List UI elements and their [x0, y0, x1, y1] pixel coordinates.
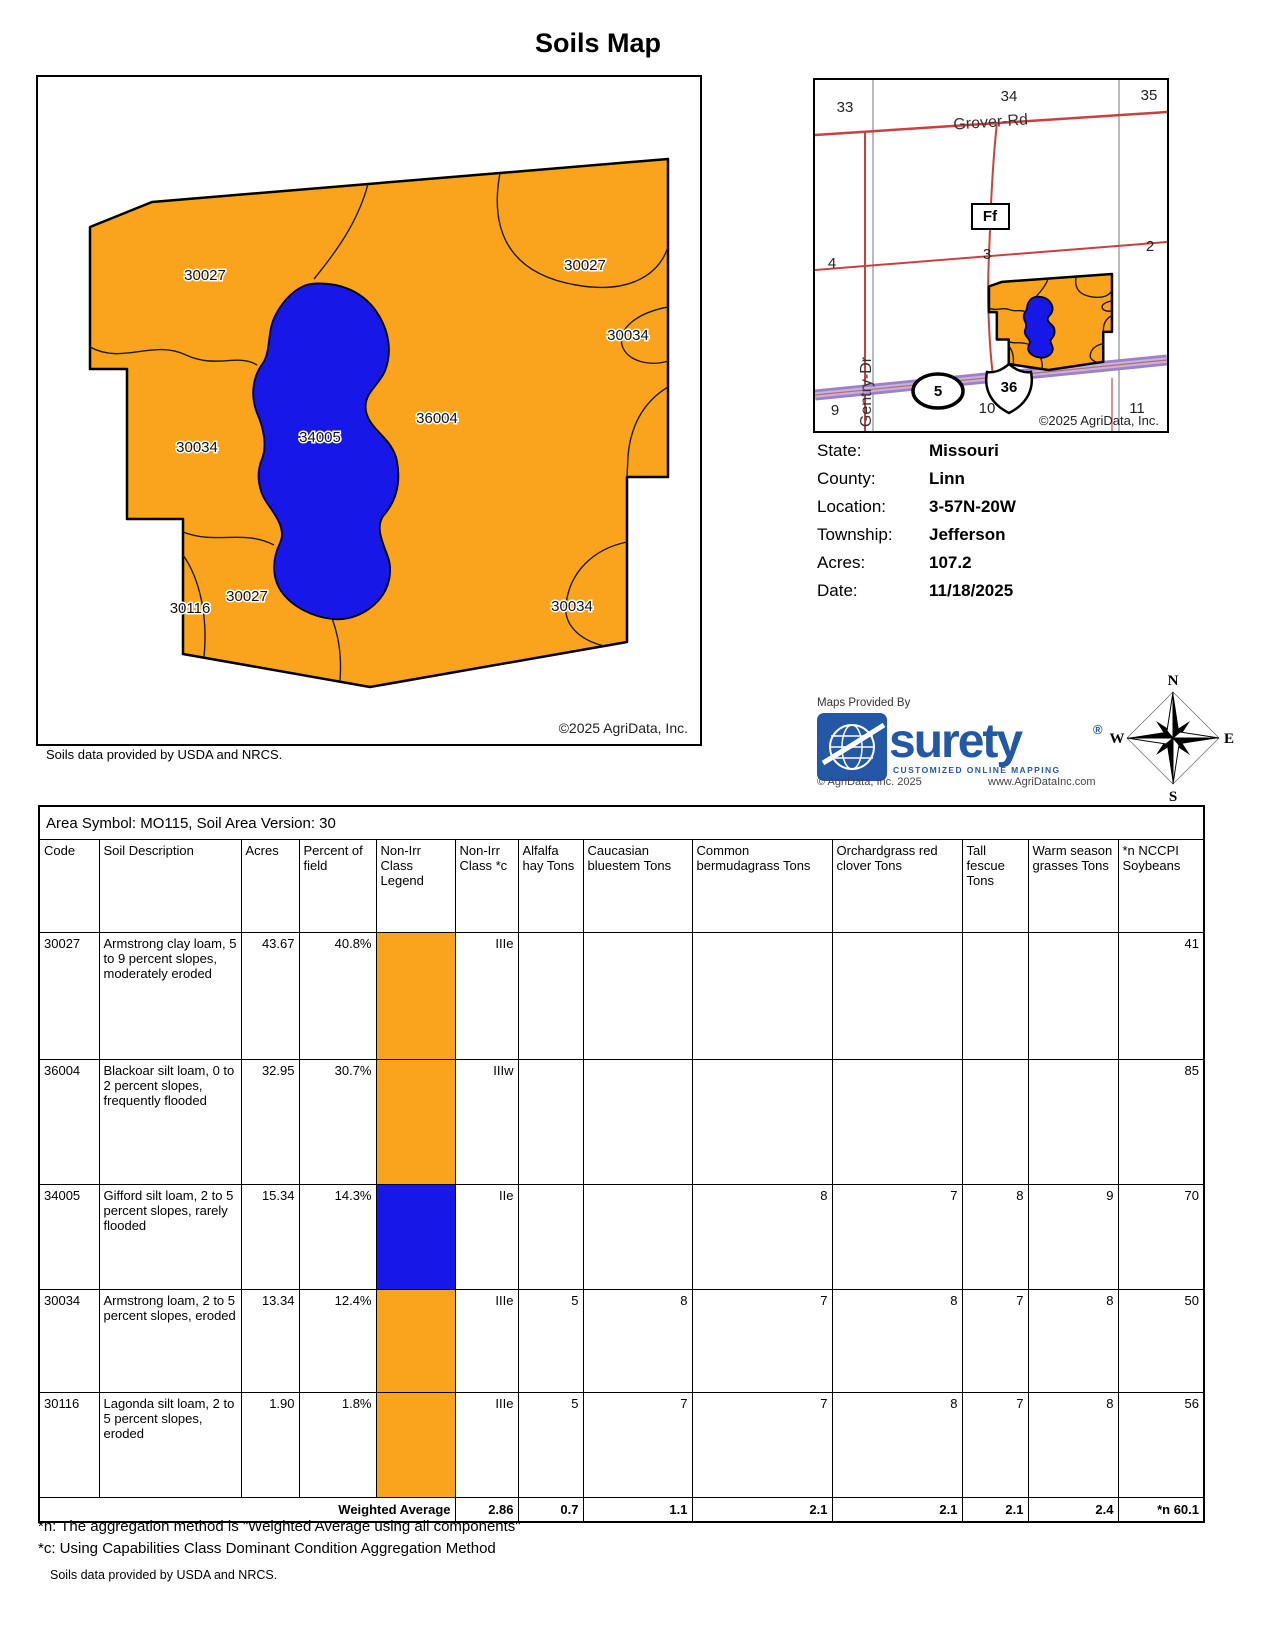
col-header-description: Soil Description [99, 840, 241, 933]
grover-rd-label: Grover-Rd [952, 111, 1029, 134]
cell-caucasian [583, 1185, 692, 1290]
route-5-label: 5 [933, 383, 943, 400]
cell-fescue: 7 [962, 1290, 1028, 1393]
col-header-orchardgrass: Orchardgrass red clover Tons [832, 840, 962, 933]
wavg-warm-season: 2.4 [1028, 1498, 1118, 1522]
soil-label-30027-bottom: 30027 [226, 588, 268, 605]
route-marker-5 [913, 374, 963, 408]
wavg-caucasian: 1.1 [583, 1498, 692, 1522]
compass-south-label: S [1168, 789, 1178, 805]
section-10: 10 [978, 400, 996, 417]
main-soil-map-svg [38, 77, 700, 744]
cell-acres: 13.34 [241, 1290, 299, 1393]
cell-percent: 40.8% [299, 933, 376, 1060]
gentry-dr-label: Gentry-Dr [858, 356, 875, 428]
col-header-class: Non-Irr Class *c [455, 840, 518, 933]
wavg-nccpi: *n 60.1 [1118, 1498, 1204, 1522]
cell-warm-season [1028, 1060, 1118, 1185]
cell-nccpi: 70 [1118, 1185, 1204, 1290]
cell-bermudagrass: 8 [692, 1185, 832, 1290]
col-header-percent: Percent of field [299, 840, 376, 933]
cell-bermudagrass: 7 [692, 1290, 832, 1393]
cell-acres: 15.34 [241, 1185, 299, 1290]
cell-description: Armstrong loam, 2 to 5 percent slopes, eroded [99, 1290, 241, 1393]
map-source-caption: Soils data provided by USDA and NRCS. [46, 747, 283, 762]
route-36-label: 36 [1000, 379, 1018, 396]
section-34: 34 [1000, 88, 1018, 105]
area-symbol-header: Area Symbol: MO115, Soil Area Version: 30 [39, 806, 1204, 840]
soil-label-30027-topleft: 30027 [184, 267, 226, 284]
soil-label-30116: 30116 [169, 600, 211, 617]
township-value: Jefferson [929, 525, 1006, 544]
col-header-alfalfa: Alfalfa hay Tons [518, 840, 583, 933]
compass-north-label: N [1167, 673, 1179, 689]
table-row [39, 1393, 1204, 1498]
locator-map-svg [815, 80, 1167, 431]
cell-nccpi: 85 [1118, 1060, 1204, 1185]
cell-acres: 32.95 [241, 1060, 299, 1185]
main-soil-map [36, 75, 702, 746]
locator-map [813, 78, 1169, 433]
cell-code: 30116 [39, 1393, 99, 1498]
soil-label-34005: 34005 [299, 429, 341, 446]
cell-code: 30027 [39, 933, 99, 1060]
state-value: Missouri [929, 441, 999, 460]
cell-orchardgrass [832, 1060, 962, 1185]
area-symbol-row [39, 806, 1204, 840]
soil-label-30034-right: 30034 [607, 327, 649, 344]
cell-class: IIIe [455, 933, 518, 1060]
parcel-info [817, 437, 1016, 605]
agridata-copyright: © AgriData, Inc. 2025 [817, 776, 922, 788]
cell-bermudagrass [692, 933, 832, 1060]
soil-label-30034-bottomright: 30034 [551, 598, 593, 615]
acres-label: Acres: [817, 553, 866, 572]
location-value: 3-57N-20W [929, 497, 1016, 516]
wavg-fescue: 2.1 [962, 1498, 1028, 1522]
soil-table-section [38, 805, 1203, 1523]
cell-acres: 1.90 [241, 1393, 299, 1498]
acres-value: 107.2 [929, 553, 972, 572]
main-map-copyright: ©2025 AgriData, Inc. [558, 720, 688, 736]
cell-code: 36004 [39, 1060, 99, 1185]
soil-label-30034-left: 30034 [176, 439, 218, 456]
cell-percent: 30.7% [299, 1060, 376, 1185]
cell-orchardgrass: 7 [832, 1185, 962, 1290]
route-marker-ff [972, 204, 1009, 229]
col-header-fescue: Tall fescue Tons [962, 840, 1028, 933]
section-35: 35 [1140, 87, 1158, 104]
township-label: Township: [817, 525, 893, 544]
cell-warm-season: 8 [1028, 1393, 1118, 1498]
cell-nccpi: 41 [1118, 933, 1204, 1060]
wavg-class: 2.86 [455, 1498, 518, 1522]
col-header-caucasian: Caucasian bluestem Tons [583, 840, 692, 933]
cell-orchardgrass [832, 933, 962, 1060]
surety-tagline: CUSTOMIZED ONLINE MAPPING [893, 765, 1061, 775]
footnote-source: Soils data provided by USDA and NRCS. [50, 1568, 278, 1582]
cell-description: Blackoar silt loam, 0 to 2 percent slopes, frequently flooded [99, 1060, 241, 1185]
cell-class: IIIe [455, 1290, 518, 1393]
cell-percent: 14.3% [299, 1185, 376, 1290]
table-row [39, 1185, 1204, 1290]
cell-acres: 43.67 [241, 933, 299, 1060]
section-2: 2 [1145, 238, 1155, 255]
cell-bermudagrass [692, 1060, 832, 1185]
cell-alfalfa [518, 1060, 583, 1185]
col-header-code: Code [39, 840, 99, 933]
cell-code: 34005 [39, 1185, 99, 1290]
cell-percent: 1.8% [299, 1393, 376, 1498]
maps-provided-by-text: Maps Provided By [817, 697, 911, 709]
date-value: 11/18/2025 [929, 581, 1014, 600]
agridata-website: www.AgriDataInc.com [988, 776, 1096, 788]
cell-alfalfa: 5 [518, 1393, 583, 1498]
cell-code: 30034 [39, 1290, 99, 1393]
cell-caucasian [583, 933, 692, 1060]
section-4: 4 [827, 255, 837, 272]
soil-table [38, 805, 1205, 1523]
cell-warm-season [1028, 933, 1118, 1060]
registered-mark: ® [1093, 722, 1103, 737]
info-row-location [817, 493, 1016, 521]
locator-copyright: ©2025 AgriData, Inc. [1038, 413, 1159, 428]
compass-rose-icon [1103, 660, 1243, 810]
info-row-township [817, 521, 1016, 549]
compass-east-label: E [1223, 731, 1235, 747]
cell-fescue [962, 933, 1028, 1060]
cell-legend-swatch [376, 933, 455, 1060]
cell-legend-swatch [376, 1290, 455, 1393]
col-header-acres: Acres [241, 840, 299, 933]
col-header-legend: Non-Irr Class Legend [376, 840, 455, 933]
cell-fescue: 8 [962, 1185, 1028, 1290]
col-header-warm-season: Warm season grasses Tons [1028, 840, 1118, 933]
surety-logo-text: surety [889, 715, 1022, 768]
cell-description: Gifford silt loam, 2 to 5 percent slopes, rarely flooded [99, 1185, 241, 1290]
info-row-acres [817, 549, 1016, 577]
weighted-average-label: Weighted Average [39, 1498, 455, 1522]
wavg-orchardgrass: 2.1 [832, 1498, 962, 1522]
table-row [39, 933, 1204, 1060]
cell-class: IIIw [455, 1060, 518, 1185]
soil-label-30027-topright: 30027 [564, 257, 606, 274]
cell-orchardgrass: 8 [832, 1290, 962, 1393]
info-row-date [817, 577, 1016, 605]
section-9: 9 [830, 402, 840, 419]
cell-alfalfa: 5 [518, 1290, 583, 1393]
info-row-county [817, 465, 1016, 493]
page-title: Soils Map [534, 28, 662, 58]
cell-warm-season: 9 [1028, 1185, 1118, 1290]
cell-class: IIIe [455, 1393, 518, 1498]
section-3: 3 [982, 246, 992, 263]
cell-caucasian: 7 [583, 1393, 692, 1498]
col-header-bermudagrass: Common bermudagrass Tons [692, 840, 832, 933]
cell-description: Lagonda silt loam, 2 to 5 percent slopes, eroded [99, 1393, 241, 1498]
location-label: Location: [817, 497, 886, 516]
cell-legend-swatch [376, 1393, 455, 1498]
cell-legend-swatch [376, 1060, 455, 1185]
cell-caucasian: 8 [583, 1290, 692, 1393]
cell-fescue: 7 [962, 1393, 1028, 1498]
col-header-nccpi: *n NCCPI Soybeans [1118, 840, 1204, 933]
table-header-row [39, 840, 1204, 933]
info-row-state [817, 437, 1016, 465]
wavg-alfalfa: 0.7 [518, 1498, 583, 1522]
cell-nccpi: 56 [1118, 1393, 1204, 1498]
cell-class: IIe [455, 1185, 518, 1290]
cell-bermudagrass: 7 [692, 1393, 832, 1498]
section-33: 33 [836, 99, 854, 116]
field-inset [989, 274, 1112, 370]
section-11: 11 [1129, 400, 1145, 417]
cell-nccpi: 50 [1118, 1290, 1204, 1393]
cell-caucasian [583, 1060, 692, 1185]
soil-label-36004: 36004 [416, 410, 458, 427]
table-row [39, 1290, 1204, 1393]
table-row [39, 1060, 1204, 1185]
compass-west-label: W [1109, 731, 1125, 747]
cell-percent: 12.4% [299, 1290, 376, 1393]
state-label: State: [817, 441, 862, 460]
wavg-bermudagrass: 2.1 [692, 1498, 832, 1522]
cell-description: Armstrong clay loam, 5 to 9 percent slopes, moderately eroded [99, 933, 241, 1060]
route-ff-label: Ff [982, 208, 998, 225]
cell-warm-season: 8 [1028, 1290, 1118, 1393]
county-value: Linn [929, 469, 965, 488]
cell-legend-swatch [376, 1185, 455, 1290]
cell-alfalfa [518, 1185, 583, 1290]
footnote-aggregation-c: *c: Using Capabilities Class Dominant Condition Aggregation Method [38, 1540, 496, 1557]
cell-orchardgrass: 8 [832, 1393, 962, 1498]
date-label: Date: [817, 581, 858, 600]
county-label: County: [817, 469, 876, 488]
cell-alfalfa [518, 933, 583, 1060]
footnote-aggregation-n: *n: The aggregation method is "Weighted Average using all components" [38, 1518, 521, 1535]
cell-fescue [962, 1060, 1028, 1185]
